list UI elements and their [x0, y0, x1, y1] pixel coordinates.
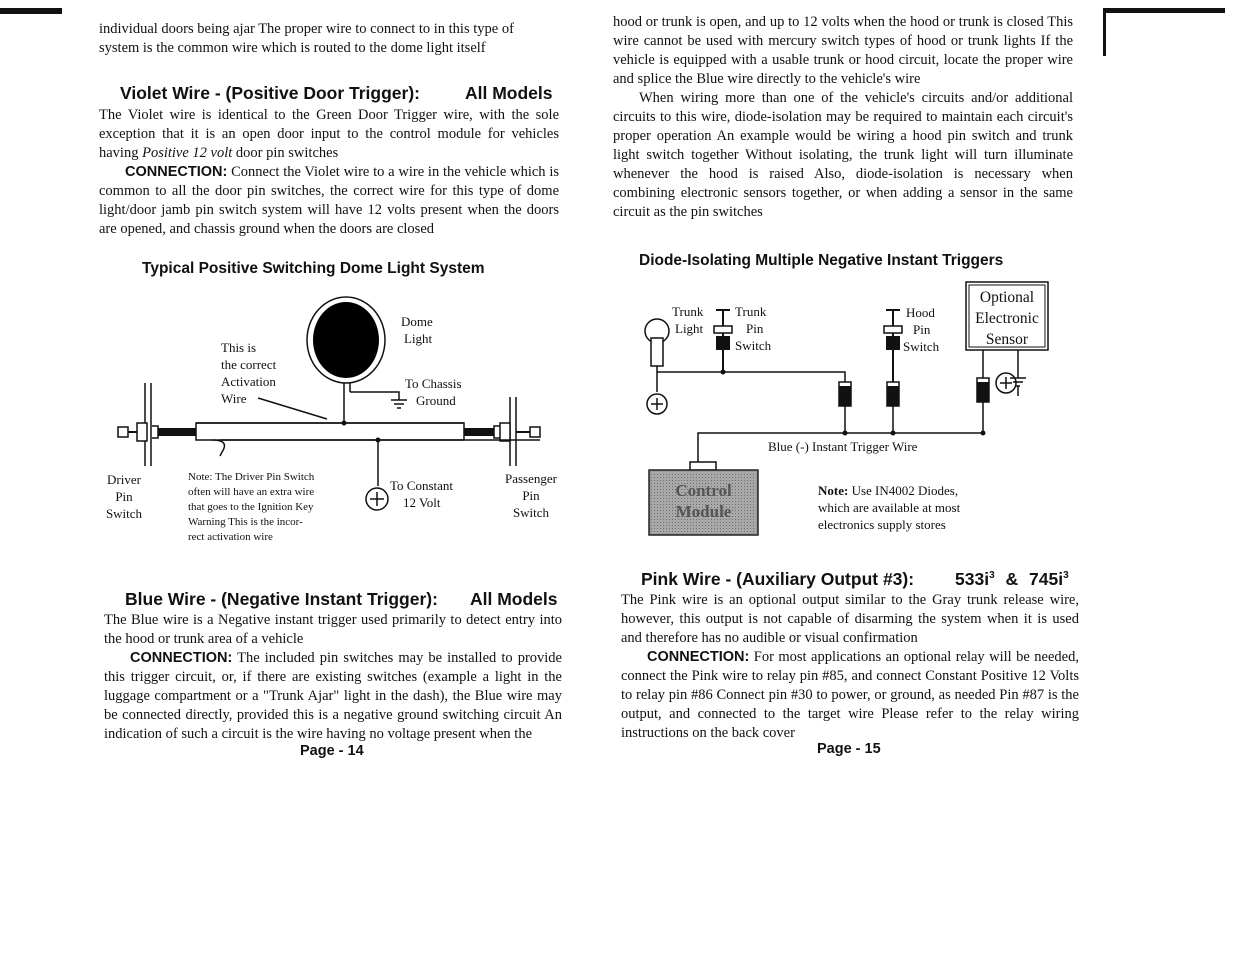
intro-line: individual doors being ajar The proper wire to connect to in this type of: [99, 21, 514, 37]
diode-note: [818, 482, 960, 533]
connection-label: CONNECTION:: [125, 164, 228, 180]
hood-switch-line: Hood: [906, 305, 935, 320]
trunk-switch-line: Trunk: [735, 304, 767, 319]
note-line: rect activation wire: [188, 531, 273, 543]
diode-note-line: which are available at most: [818, 500, 961, 515]
hood-switch-line: Pin: [913, 322, 931, 337]
diode-note-label: Note:: [818, 483, 849, 498]
activation-label-line: Activation: [221, 374, 276, 389]
dome-label-line: Light: [404, 331, 433, 346]
model-745i: 745i: [1029, 569, 1064, 589]
ground-label: Ground: [416, 393, 456, 408]
blue-heading: Blue Wire - (Negative Instant Trigger):: [125, 589, 438, 609]
hood-switch-label: [903, 304, 939, 355]
diode-note-line: Use IN4002 Diodes,: [848, 483, 959, 498]
activation-label-line: the correct: [221, 357, 277, 372]
connection-label: CONNECTION:: [647, 649, 750, 665]
violet-models: All Models: [465, 83, 553, 103]
violet-text: The Violet wire is identical to the Green Door Trigger wire, with the sole exception that it is an open door input to the control module for vehicles having: [99, 107, 559, 161]
chassis-label: To Chassis: [405, 376, 462, 391]
model-745i-sup: 3: [1063, 570, 1069, 582]
hood-switch-line: Switch: [903, 339, 940, 354]
connection-label: CONNECTION:: [130, 650, 233, 666]
blue-continued-paragraph: hood or trunk is open, and up to 12 volts when the hood or trunk is closed This wire cannot be used with mercury switch types of hood or trunk lights If the vehicle is equipped with a usable trunk or hood circuit, locate the proper wire and splice the Blue wire directly to the vehicle's wire: [613, 14, 1073, 87]
driver-label-line: Driver: [107, 472, 141, 487]
trunk-switch-line: Switch: [735, 338, 772, 353]
trunk-switch-line: Pin: [746, 321, 764, 336]
violet-heading-title: Violet Wire - (Positive Door Trigger):: [120, 83, 420, 103]
violet-emphasis: Positive 12 volt: [142, 145, 233, 161]
pink-body: [621, 591, 1079, 743]
model-533i: 533i: [955, 569, 990, 589]
trunk-light-label: [672, 303, 703, 337]
control-module-line: Control: [675, 481, 732, 500]
activation-label-line: Wire: [221, 391, 247, 406]
diagram2-title: Diode-Isolating Multiple Negative Instant Triggers: [639, 252, 1004, 269]
note-line: often will have an extra wire: [188, 486, 315, 498]
violet-text-end: door pin switches: [232, 145, 339, 161]
pink-paragraph: The Pink wire is an optional output similar to the Gray trunk release wire, however, this output is not capable of disarming the system when it is used and therefore has no audible or visual confirmation: [621, 592, 1079, 646]
passenger-label-line: Passenger: [505, 471, 557, 486]
diode-paragraph: When wiring more than one of the vehicle's circuits and/or additional circuits to this wire, diode-isolation may be required to maintain each circuit's proper operation An example would be wiring a hood pin switch and trunk light switch together Without isolating, the trunk light will turn illuminate whenever the hood is raised Also, diode-isolation is necessary when combining electronic sensors together, or when adding a sensor in the same circuit as the pin switches: [613, 90, 1073, 220]
diagram1-title: Typical Positive Switching Dome Light System: [142, 260, 485, 277]
connection-text: For most applications an optional relay will be needed, connect the Pink wire to relay pin #85, and connect Constant Positive 12 Volts to relay pin #86 Connect pin #30 to power, or ground, as needed Pin #87 is the output, and connected to the target wire Please refer to the relay wiring instructions on the back cover: [621, 649, 1079, 741]
diode-note-first-line: [818, 482, 960, 499]
blue-body: [104, 611, 562, 744]
connection-text: Connect the Violet wire to a wire in the vehicle which is common to all the door pin switches, the correct wire for this type of dome light/door jamb pin switch system will have 12 volts present when the doors are opened, and chassis ground when the doors are closed: [99, 164, 559, 237]
driver-label-line: Switch: [105, 506, 143, 521]
pink-models: [955, 569, 1069, 590]
trunk-switch-label: [735, 303, 771, 354]
control-module-label: [649, 480, 758, 522]
blue-paragraph: The Blue wire is a Negative instant trigger used primarily to detect entry into the hood or trunk area of a vehicle: [104, 612, 562, 647]
note-line: Warning This is the incor-: [188, 516, 303, 528]
blue-wire-label: Blue (-) Instant Trigger Wire: [768, 439, 918, 454]
diode-note-line: electronics supply stores: [818, 517, 946, 532]
blue-models: All Models: [470, 589, 558, 609]
trunk-light-line: Trunk: [672, 304, 704, 319]
sensor-line: Electronic: [975, 310, 1039, 327]
note-line: that goes to the Ignition Key: [188, 501, 314, 513]
model-ampersand: &: [1005, 569, 1019, 589]
page-number-right: Page - 15: [817, 741, 881, 757]
passenger-label-line: Pin: [522, 488, 540, 503]
trunk-light-line: Light: [675, 321, 704, 336]
connection-text: The included pin switches may be installed to provide this trigger circuit, or, if there are existing switches (example a light in the luggage compartment or a "Trunk Ajar" light in the dash), the Blue wire may be connected directly, provided this is a negative ground switching circuit An indication of such a circuit is the wire having no voltage present when the: [104, 650, 562, 742]
pink-connection: [621, 648, 1079, 743]
intro-line: system is the common wire which is routed to the dome light itself: [99, 40, 486, 56]
driver-label-line: Pin: [115, 489, 133, 504]
dome-label-line: Dome: [401, 314, 433, 329]
blue-connection: [104, 649, 562, 744]
constant-label-line: 12 Volt: [403, 495, 441, 510]
sensor-line: Sensor: [985, 331, 1029, 348]
model-533i-sup: 3: [989, 570, 995, 582]
note-line: Note: The Driver Pin Switch: [188, 471, 315, 483]
optional-sensor-label: [966, 287, 1048, 350]
activation-label-line: This is: [221, 340, 257, 355]
constant-label-line: To Constant: [390, 478, 454, 493]
control-module-line: Module: [675, 502, 732, 521]
pink-heading: Pink Wire - (Auxiliary Output #3):: [641, 569, 915, 589]
page-number-left: Page - 14: [300, 743, 364, 759]
sensor-line: Optional: [979, 289, 1035, 306]
passenger-label-line: Switch: [512, 505, 550, 520]
